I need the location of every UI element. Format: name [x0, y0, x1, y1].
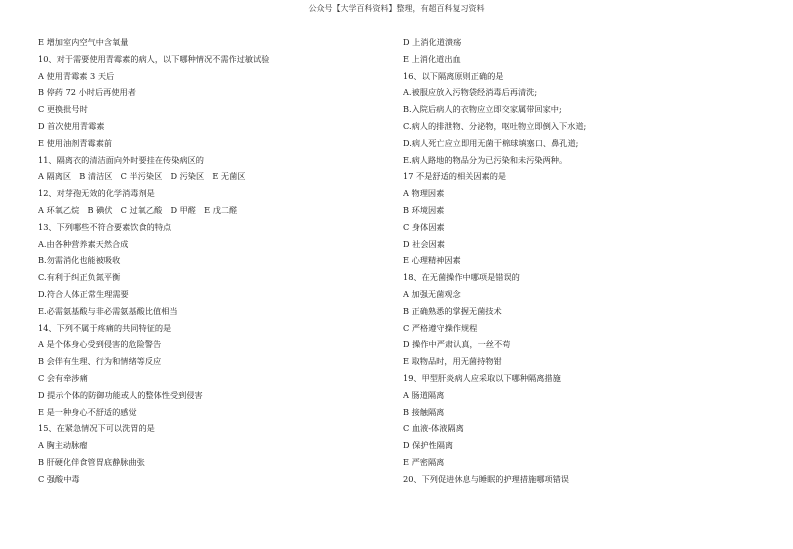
right-column-line: A 肠道隔离 — [403, 389, 445, 400]
right-column — [403, 34, 763, 488]
right-column-line: B 接触隔离 — [403, 406, 445, 417]
left-column-line: D.符合人体正常生理需要 — [38, 288, 129, 299]
right-column-line: 18、在无菌操作中哪项是错误的 — [403, 272, 520, 283]
left-column-line: C 更换批号时 — [38, 104, 88, 115]
right-column-line: B.入院后病人的衣物应立即交家属带回家中; — [403, 104, 562, 115]
left-column-line: B 肝硬化伴食管胃底静脉曲张 — [38, 456, 145, 467]
page-header: 公众号【大学百科资料】整理，有超百科复习资料 — [308, 4, 485, 13]
right-column-line: E 上消化道出血 — [403, 53, 461, 64]
left-column-line: 10、对于需要使用青霉素的病人，以下哪种情况不需作过敏试验 — [38, 53, 270, 64]
right-column-line: A 加强无菌观念 — [403, 288, 461, 299]
right-column-line: C 身体因素 — [403, 221, 445, 232]
left-column-line: A.由各种营养素天然合成 — [38, 238, 129, 249]
right-column-line: A 物理因素 — [403, 188, 445, 199]
right-column-line: D.病人死亡应立即用无菌干棉球填塞口、鼻孔道; — [403, 137, 579, 148]
right-column-line: A.被服应放入污物袋经消毒后再清洗; — [403, 87, 538, 98]
left-column-line: E 使用油剂青霉素前 — [38, 137, 113, 148]
left-column-line: E.必需氨基酸与非必需氨基酸比值相当 — [38, 305, 178, 316]
left-column-line: E 是一种身心不舒适的感觉 — [38, 406, 137, 417]
right-column-line: E 心理精神因素 — [403, 255, 461, 266]
left-column-line: B 会伴有生理、行为和情绪等反应 — [38, 356, 162, 367]
left-column-line: 14、下列不属于疼痛的共同特征的是 — [38, 322, 172, 333]
left-column-line: A 环氧乙烷 B 碘伏 C 过氧乙酸 D 甲醛 E 戊二醛 — [38, 204, 238, 215]
right-column-line: E 取物品时，用无菌持物钳 — [403, 356, 502, 367]
right-column-line: D 保护性隔离 — [403, 440, 454, 451]
left-column-line: D 提示个体的防御功能或人的整体性受到侵害 — [38, 389, 203, 400]
left-column-line: 13、下列哪些不符合要素饮食的特点 — [38, 221, 172, 232]
left-column-line: A 胸主动脉瘤 — [38, 440, 88, 451]
left-column-line: A 使用青霉素 3 天后 — [38, 70, 115, 81]
right-column-line: C 严格遵守操作规程 — [403, 322, 478, 333]
right-column-line: D 操作中严肃认真，一丝不苟 — [403, 339, 511, 350]
right-column-line: C 血液-体液隔离 — [403, 423, 464, 434]
left-column-line: B.勿需消化也能被吸收 — [38, 255, 121, 266]
right-column-line: C.病人的排泄物、分泌物，呕吐物立即倒入下水道; — [403, 120, 587, 131]
right-column-line: E 严密隔离 — [403, 456, 445, 467]
right-column-line: B 环境因素 — [403, 204, 445, 215]
left-column-line: A 是个体身心受到侵害的危险警告 — [38, 339, 162, 350]
left-column-line: B 停药 72 小时后再使用者 — [38, 87, 136, 98]
right-column-line: D 上消化道溃疡 — [403, 37, 462, 47]
left-column-line: 15、在紧急情况下可以洗胃的是 — [38, 423, 155, 434]
right-column-line: B 正确熟悉的掌握无菌技术 — [403, 305, 502, 316]
right-column-line: D 社会因素 — [403, 238, 445, 249]
left-column-line: E 增加室内空气中含氧量 — [38, 37, 129, 47]
right-column-line: 19、甲型肝炎病人应采取以下哪种隔离措施 — [403, 372, 561, 383]
left-column-line: D 首次使用青霉素 — [38, 120, 105, 131]
right-column-line: 16、以下隔离原则正确的是 — [403, 70, 504, 81]
left-column-line: C.有利于纠正负氮平衡 — [38, 272, 121, 283]
right-column-line: E.病人路地的物品分为已污染和未污染两种。 — [403, 154, 568, 165]
right-column-line: 20、下列促进休息与睡眠的护理措施哪项错误 — [403, 473, 569, 484]
left-column-line: A 隔离区 B 清洁区 C 半污染区 D 污染区 E 无菌区 — [38, 171, 246, 182]
left-column-line: C 会有牵涉痛 — [38, 372, 88, 383]
left-column — [38, 34, 398, 488]
left-column-line: 12、对芽孢无效的化学消毒剂是 — [38, 188, 155, 199]
right-column-line: 17 不是舒适的相关因素的是 — [403, 171, 507, 182]
left-column-line: C 强酸中毒 — [38, 473, 80, 484]
left-column-line: 11、隔离衣的清洁面向外时要挂在传染病区的 — [38, 154, 204, 165]
